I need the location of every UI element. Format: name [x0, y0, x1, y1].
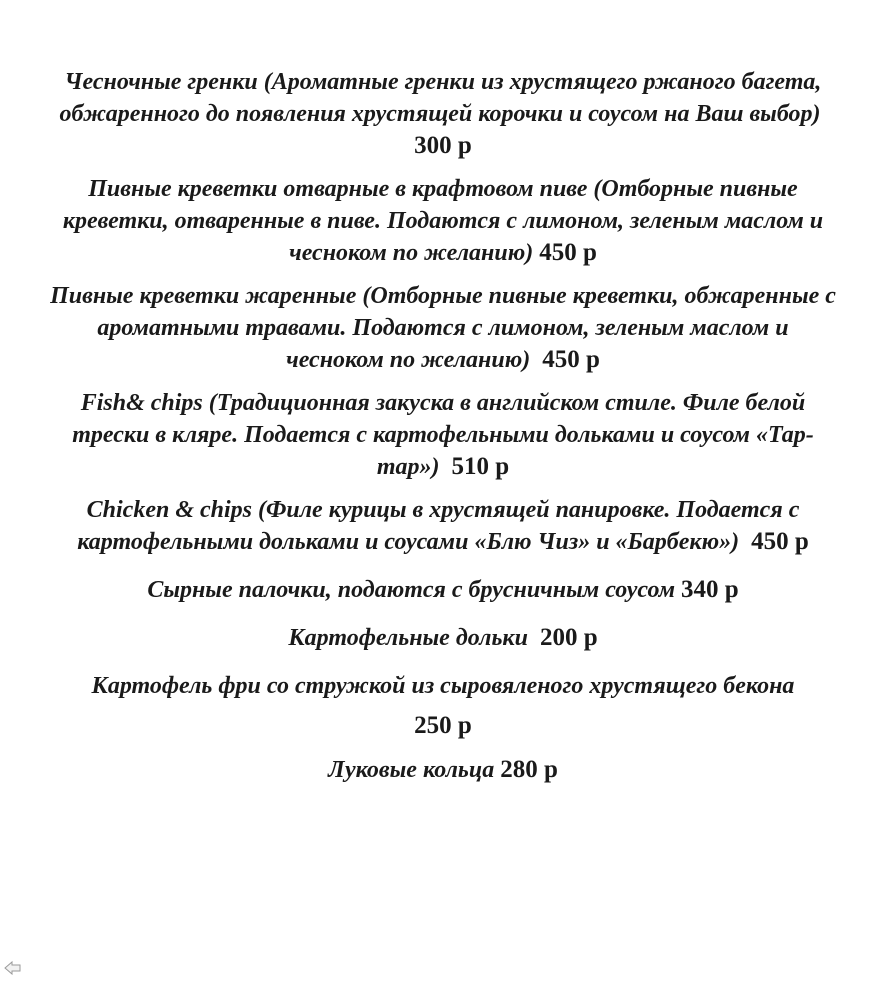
menu-item-description: Картофель фри со стружкой из сыровяленого хрустящего бекона [91, 673, 795, 699]
menu-item-price: 200 р [539, 624, 598, 651]
menu [48, 66, 838, 797]
menu-item-price: 340 р [681, 576, 739, 603]
menu-item-description: Картофельные дольки [288, 625, 528, 651]
menu-item-description: Сырные палочки, подаются с брусничным соусом [147, 577, 676, 603]
menu-item-price: 280 р [500, 756, 558, 783]
menu-item-onion-rings [48, 754, 838, 786]
menu-item-description: Chicken & chips (Филе курицы в хрустящей панировке. Подается с картофельными дольками и соусами «Блю Чиз» и «Барбекю») [77, 497, 800, 555]
menu-item-bacon-fries [48, 670, 838, 702]
menu-item-chicken-and-chips [48, 494, 838, 558]
menu-item-description: Пивные креветки жаренные (Отборные пивные креветки, обжаренные с ароматными травами. Подаются с лимоном, зеленым маслом и чесноком по желанию) [50, 283, 836, 373]
menu-item-description: Пивные креветки отварные в крафтовом пиве (Отборные пивные креветки, отваренные в пиве. Подаются с лимоном, зеленым маслом и чесноком по желанию) [62, 176, 824, 266]
menu-item-description: Луковые кольца [328, 757, 495, 783]
menu-item-garlic-croutons [48, 66, 838, 162]
menu-item-description: Fish& chips (Традиционная закуска в английском стиле. Филе белой трески в кляре. Подается с картофельными дольками и соусом «Тар-тар») [72, 390, 814, 480]
menu-item-fried-shrimp [48, 280, 838, 376]
menu-item-price: 450 р [539, 239, 597, 266]
menu-item-description: Чесночные гренки (Ароматные гренки из хрустящего ржаного багета, обжаренного до появления хрустящей корочки и соусом на Ваш выбор) [59, 69, 822, 127]
menu-item-boiled-shrimp [48, 173, 838, 269]
menu-item-price: 250 р [414, 712, 472, 739]
menu-item-cheese-sticks [48, 574, 838, 606]
back-arrow-icon[interactable] [4, 960, 22, 976]
menu-item-price: 300 р [414, 132, 472, 159]
menu-item-price: 510 р [451, 453, 510, 480]
menu-item-bacon-fries-price [48, 710, 838, 742]
menu-item-potato-wedges [48, 622, 838, 654]
menu-item-price: 450 р [542, 346, 600, 373]
menu-item-fish-and-chips [48, 387, 838, 483]
menu-item-price: 450 р [751, 528, 809, 555]
